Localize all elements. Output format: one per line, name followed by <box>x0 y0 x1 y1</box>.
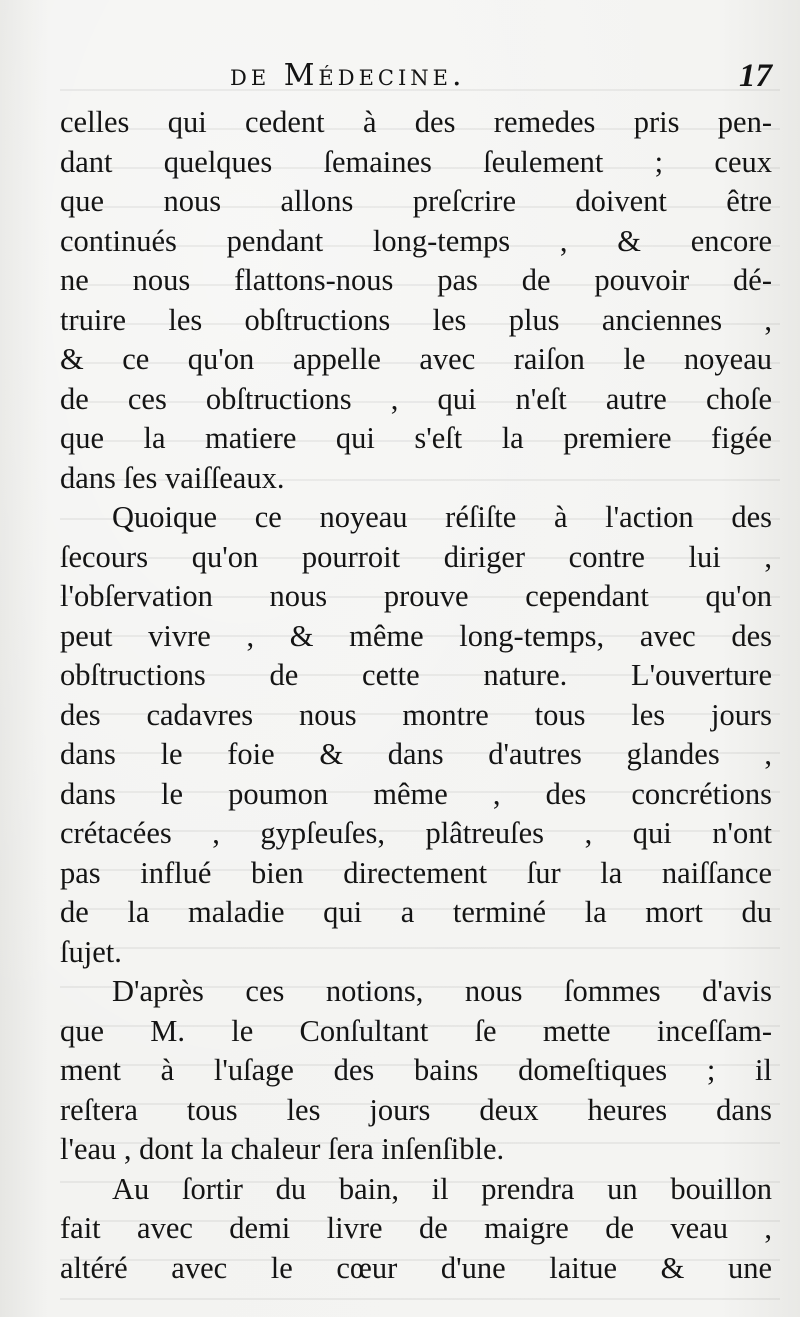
text-line: des cadavres nous montre tous les jours <box>60 697 772 732</box>
page-header <box>60 58 772 98</box>
text-line: peut vivre , & même long-temps, avec des <box>60 618 772 653</box>
body-text <box>60 103 772 1288</box>
text-line: fait avec demi livre de maigre de veau , <box>60 1211 772 1245</box>
text-line: dant quelques ſemaines ſeulement ; ceux <box>60 144 772 179</box>
text-line: que M. le Conſultant ſe mette inceſſam- <box>60 1013 772 1048</box>
text-line: & ce qu'on appelle avec raiſon le noyeau <box>60 342 772 376</box>
text-line: reſtera tous les jours deux heures dans <box>60 1092 772 1127</box>
text-line: obſtructions de cette nature. L'ouverture <box>60 658 772 692</box>
text-line: altéré avec le cœur d'une laitue & une <box>60 1250 772 1285</box>
running-title: de Médecine. <box>230 58 466 93</box>
text-line: D'après ces notions, nous ſommes d'avis <box>112 974 772 1008</box>
text-line: continués pendant long-temps , & encore <box>60 223 772 258</box>
text-line: ſecours qu'on pourroit diriger contre lui , <box>60 539 772 574</box>
text-line: truire les obſtructions les plus anciennes , <box>60 302 772 337</box>
text-line: ment à l'uſage des bains domeſtiques ; il <box>60 1053 772 1087</box>
text-line: que la matiere qui s'eſt la premiere figée <box>60 421 772 455</box>
text-line: crétacées , gypſeuſes, plâtreuſes , qui n'ont <box>60 816 772 850</box>
text-line: Quoique ce noyeau réſiſte à l'action des <box>112 500 772 534</box>
text-line: l'obſervation nous prouve cependant qu'on <box>60 579 772 613</box>
text-line: de la maladie qui a terminé la mort du <box>60 895 772 929</box>
paragraph <box>60 103 772 498</box>
paragraph <box>60 972 772 1170</box>
text-line: l'eau , dont la chaleur ſera inſenſible. <box>60 1132 505 1166</box>
text-line: ſujet. <box>60 934 122 969</box>
text-line: Au ſortir du bain, il prendra un bouillon <box>112 1171 772 1206</box>
text-line: pas influé bien directement ſur la naiſſance <box>60 855 772 890</box>
text-line: de ces obſtructions , qui n'eſt autre choſe <box>60 381 772 416</box>
paragraph <box>60 1170 772 1289</box>
text-line: que nous allons preſcrire doivent être <box>60 184 772 218</box>
text-line: dans le foie & dans d'autres glandes , <box>60 737 772 771</box>
text-line: dans le poumon même , des concrétions <box>60 776 772 811</box>
text-line: celles qui cedent à des remedes pris pen- <box>60 105 772 139</box>
paragraph <box>60 498 772 972</box>
page-number: 17 <box>739 58 772 94</box>
text-line: ne nous flattons-nous pas de pouvoir dé- <box>60 263 772 297</box>
text-line: dans ſes vaiſſeaux. <box>60 460 285 495</box>
